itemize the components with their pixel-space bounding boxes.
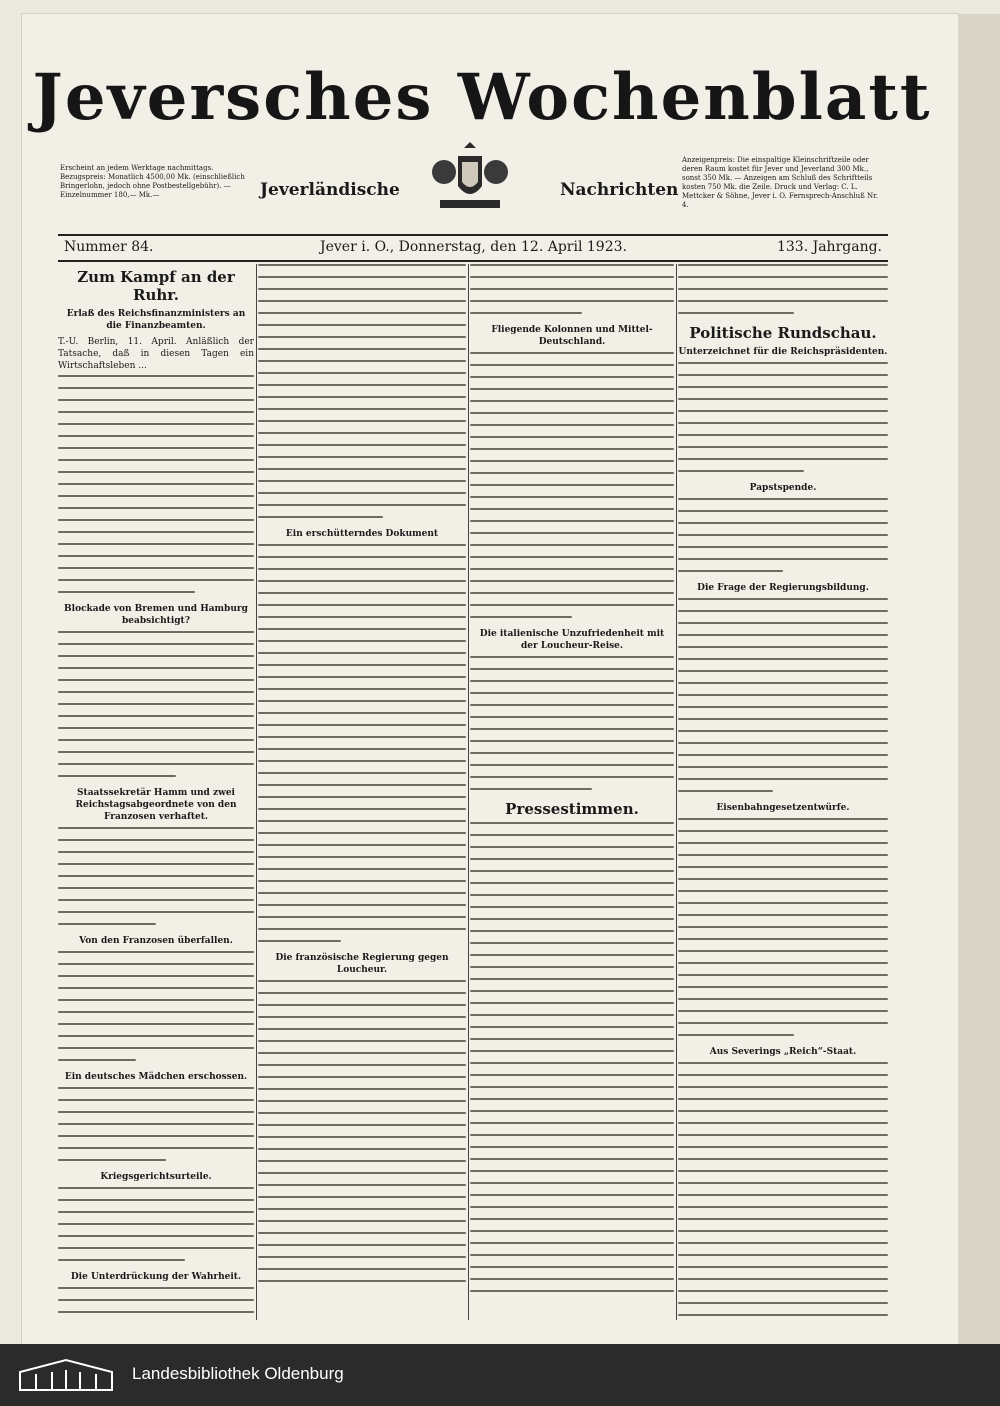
subhead: Von den Franzosen überfallen. (79, 936, 233, 946)
subscription-info: Erscheint an jedem Werktage nachmittags. Bezugspreis: Monatlich 4500,00 Mk. (einschließlich Bringerlohn, jedoch ohne Postbestellgebühr). —Einzelnummer 180,— Mk.— (60, 164, 245, 199)
issue-bar (58, 234, 888, 262)
subhead: Die französische Regierung gegen Loucheur. (275, 953, 449, 975)
scan-edge (958, 14, 1000, 1344)
subhead: Staatssekretär Hamm und zwei Reichstagsabgeordnete von den Franzosen verhaftet. (75, 788, 237, 822)
text-lines (58, 1287, 254, 1320)
text-lines (678, 1062, 888, 1320)
subhead: Papstspende. (749, 483, 817, 493)
subhead: Ein deutsches Mädchen erschossen. (64, 1072, 248, 1082)
library-building-icon (16, 1356, 116, 1394)
text-lines (678, 498, 888, 572)
newspaper-title: Jeversches Wochenblatt (32, 60, 932, 135)
subhead: Die Frage der Regierungsbildung. (697, 583, 869, 593)
subhead: Die italienische Unzufriedenheit mit der Loucheur-Reise. (479, 629, 665, 651)
text-lines (58, 1087, 254, 1161)
coat-of-arms-icon (420, 142, 520, 214)
subhead: Erlaß des Reichsfinanzministers an die Finanzbeamten. (66, 309, 246, 331)
text-lines (58, 827, 254, 925)
headline-pressestimmen: Pressestimmen. (505, 800, 639, 818)
text-lines (58, 375, 254, 593)
text-lines (470, 822, 674, 1292)
subhead: Ein erschütterndes Dokument (285, 529, 439, 539)
issue-dateline: Jever i. O., Donnerstag, den 12. April 1923. (320, 239, 627, 255)
column-1 (58, 264, 254, 1320)
subhead: Aus Severings „Reich“-Staat. (709, 1047, 857, 1057)
library-footer (0, 1344, 1000, 1406)
subhead: Fliegende Kolonnen und Mittel-Deutschland. (491, 325, 653, 347)
column-divider (256, 264, 257, 1320)
headline-ruhr: Zum Kampf an der Ruhr. (77, 268, 235, 304)
text-lines (470, 352, 674, 618)
text-lines (470, 264, 674, 314)
column-divider (468, 264, 469, 1320)
subhead: Unterzeichnet für die Reichspräsidenten. (678, 347, 888, 357)
subhead: Kriegsgerichtsurteile. (100, 1172, 212, 1182)
text-lines (678, 362, 888, 472)
text-lines (258, 980, 466, 1282)
text-lines (58, 951, 254, 1061)
column-2 (258, 264, 466, 1320)
subhead: Blockade von Bremen und Hamburg beabsichtigt? (64, 604, 248, 626)
text-lines (58, 631, 254, 777)
text-lines (470, 656, 674, 790)
subhead: Die Unterdrückung der Wahrheit. (70, 1272, 242, 1282)
text-lines (258, 264, 466, 518)
issue-volume: 133. Jahrgang. (776, 239, 882, 255)
text-lines (58, 1187, 254, 1261)
headline-politische-rundschau: Politische Rundschau. (689, 324, 877, 342)
column-4 (678, 264, 888, 1320)
column-divider (676, 264, 677, 1320)
text-lines (678, 598, 888, 792)
library-label: Landesbibliothek Oldenburg (132, 1364, 344, 1383)
text-lines (258, 544, 466, 942)
column-3 (470, 264, 674, 1320)
issue-number: Nummer 84. (64, 239, 154, 255)
text-lines (678, 818, 888, 1036)
article-lead: T.-U. Berlin, 11. April. Anläßlich der Tatsache, daß in diesen Tagen ein Wirtschaftsleben ... (58, 337, 254, 371)
subtitle-left: Jeverländische (260, 180, 400, 200)
advert-price-info: Anzeigenpreis: Die einspaltige Kleinschriftzeile oder deren Raum kostet für Jever und Jeverland 300 Mk., sonst 350 Mk. — Anzeigen am Schluß des Schriftteils kosten 750 Mk. die Zeile. Druck und Verlag: C. L. Mettcker & Söhne, Jever i. O. Fernsprech-Anschluß Nr. 4. (682, 156, 878, 209)
subhead: Eisenbahngesetzentwürfe. (716, 803, 850, 813)
text-lines (678, 264, 888, 314)
subtitle-right: Nachrichten (560, 180, 679, 200)
